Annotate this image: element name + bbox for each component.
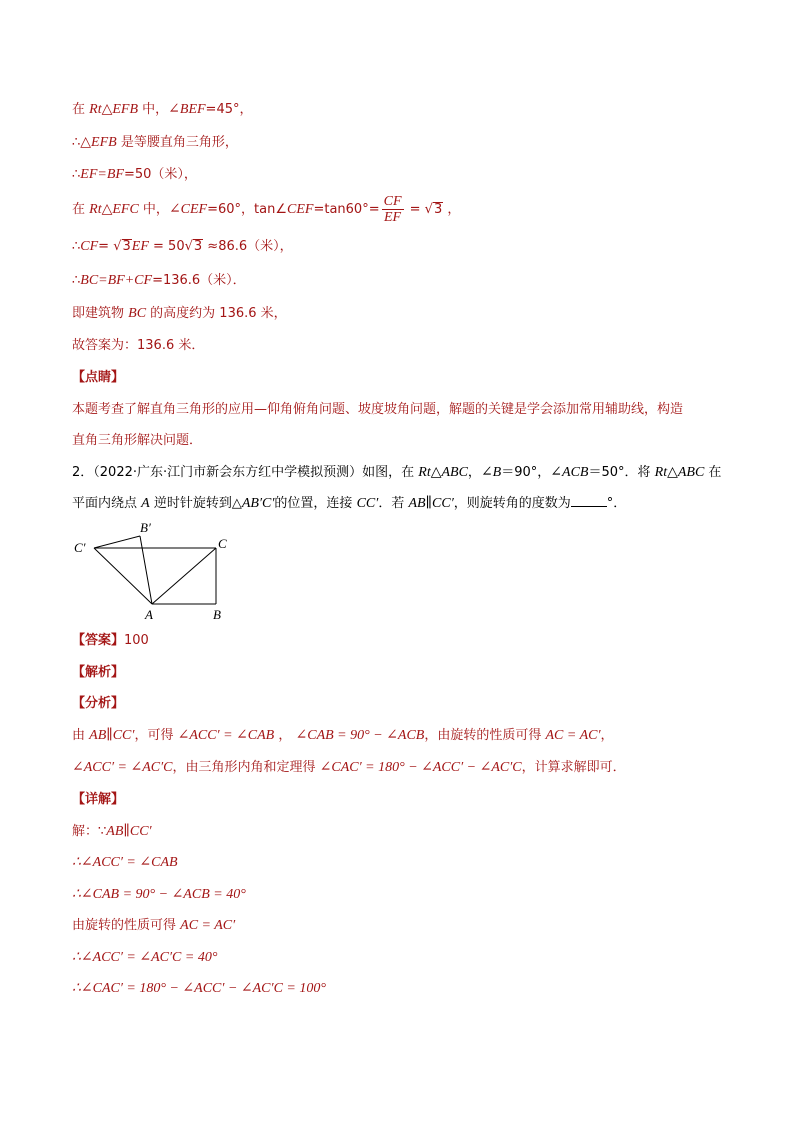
fenxi-label: 【分析】 <box>72 696 125 711</box>
label-a: A <box>145 607 153 622</box>
solution-line-4: 在 Rt△EFC 中，∠CEF=60°，tan∠CEF=tan60°= $\frac{CF}{EF}$ = √3 ， <box>72 194 461 225</box>
solution-line-6: ∴BC=BF+CF=136.6（米）． <box>72 273 246 288</box>
solution-line-8: 故答案为：136.6 米． <box>72 338 205 353</box>
rotation-figure <box>70 516 240 626</box>
solution-line-5: ∴CF= √3EF = 50√3 ≈86.6（米）， <box>72 239 293 254</box>
dianjing-text-1: 本题考查了解直角三角形的应用—仰角俯角问题、坡度坡角问题，解题的关键是学会添加常用辅助线，构造 <box>72 402 684 417</box>
xiangjie-step-4: 由旋转的性质可得 AC = AC′ <box>72 918 236 933</box>
label-b-prime: B′ <box>140 520 151 535</box>
fenxi-line-2: ∠ACC′ = ∠AC′C，由三角形内角和定理得 ∠CAC′ = 180° − ∠ACC′ − ∠AC′C，计算求解即可． <box>72 760 626 775</box>
answer-line <box>72 632 149 650</box>
solution-line-1: 在 Rt△EFB 中，∠BEF=45°， <box>72 102 253 117</box>
solution-line-2: ∴△EFB 是等腰直角三角形， <box>72 135 238 150</box>
jiexi-label: 【解析】 <box>72 665 125 680</box>
xiangjie-step-2: ∴∠ACC′ = ∠CAB <box>72 855 178 870</box>
xiangjie-step-6: ∴∠CAC′ = 180° − ∠ACC′ − ∠AC′C = 100° <box>72 981 326 996</box>
sqrt-symbol: √ <box>424 202 433 217</box>
segment-a-c <box>152 548 216 604</box>
label-c-prime: C′ <box>74 540 86 555</box>
answer-value: 100 <box>124 633 149 648</box>
answer-label: 【答案】 <box>72 633 125 648</box>
xiangjie-label: 【详解】 <box>72 792 125 807</box>
xiangjie-step-3: ∴∠CAB = 90° − ∠ACB = 40° <box>72 887 246 902</box>
fenxi-line-1: 由 AB∥CC′，可得 ∠ACC′ = ∠CAB ， ∠CAB = 90° − ∠ACB，由旋转的性质可得 AC = AC′， <box>72 728 614 743</box>
problem2-line-2: 平面内绕点 A 逆时针旋转到△AB′C′的位置，连接 CC′．若 AB∥CC′，则旋转角的度数为 °． <box>72 496 627 511</box>
answer-blank <box>571 494 607 507</box>
solution-line-7: 即建筑物 BC 的高度约为 136.6 米， <box>72 306 287 321</box>
label-b: B <box>213 607 221 622</box>
dianjing-label: 【点睛】 <box>72 370 125 385</box>
segment-c-prime-b-prime <box>94 536 140 548</box>
xiangjie-step-1: 解：∵AB∥CC′ <box>72 824 152 839</box>
xiangjie-step-5: ∴∠ACC′ = ∠AC′C = 40° <box>72 950 218 965</box>
solution-line-3: ∴EF=BF=50（米）， <box>72 167 197 182</box>
label-c: C <box>218 536 227 551</box>
problem2-line-1: 2．（2022·广东·江门市新会东方红中学模拟预测）如图，在 Rt△ABC，∠B＝90°，∠ACB＝50°．将 Rt△ABC 在 <box>72 465 722 480</box>
fraction-cf-over-ef: $\frac{CF}{EF}$ <box>383 194 402 225</box>
dianjing-text-2: 直角三角形解决问题． <box>72 433 203 448</box>
